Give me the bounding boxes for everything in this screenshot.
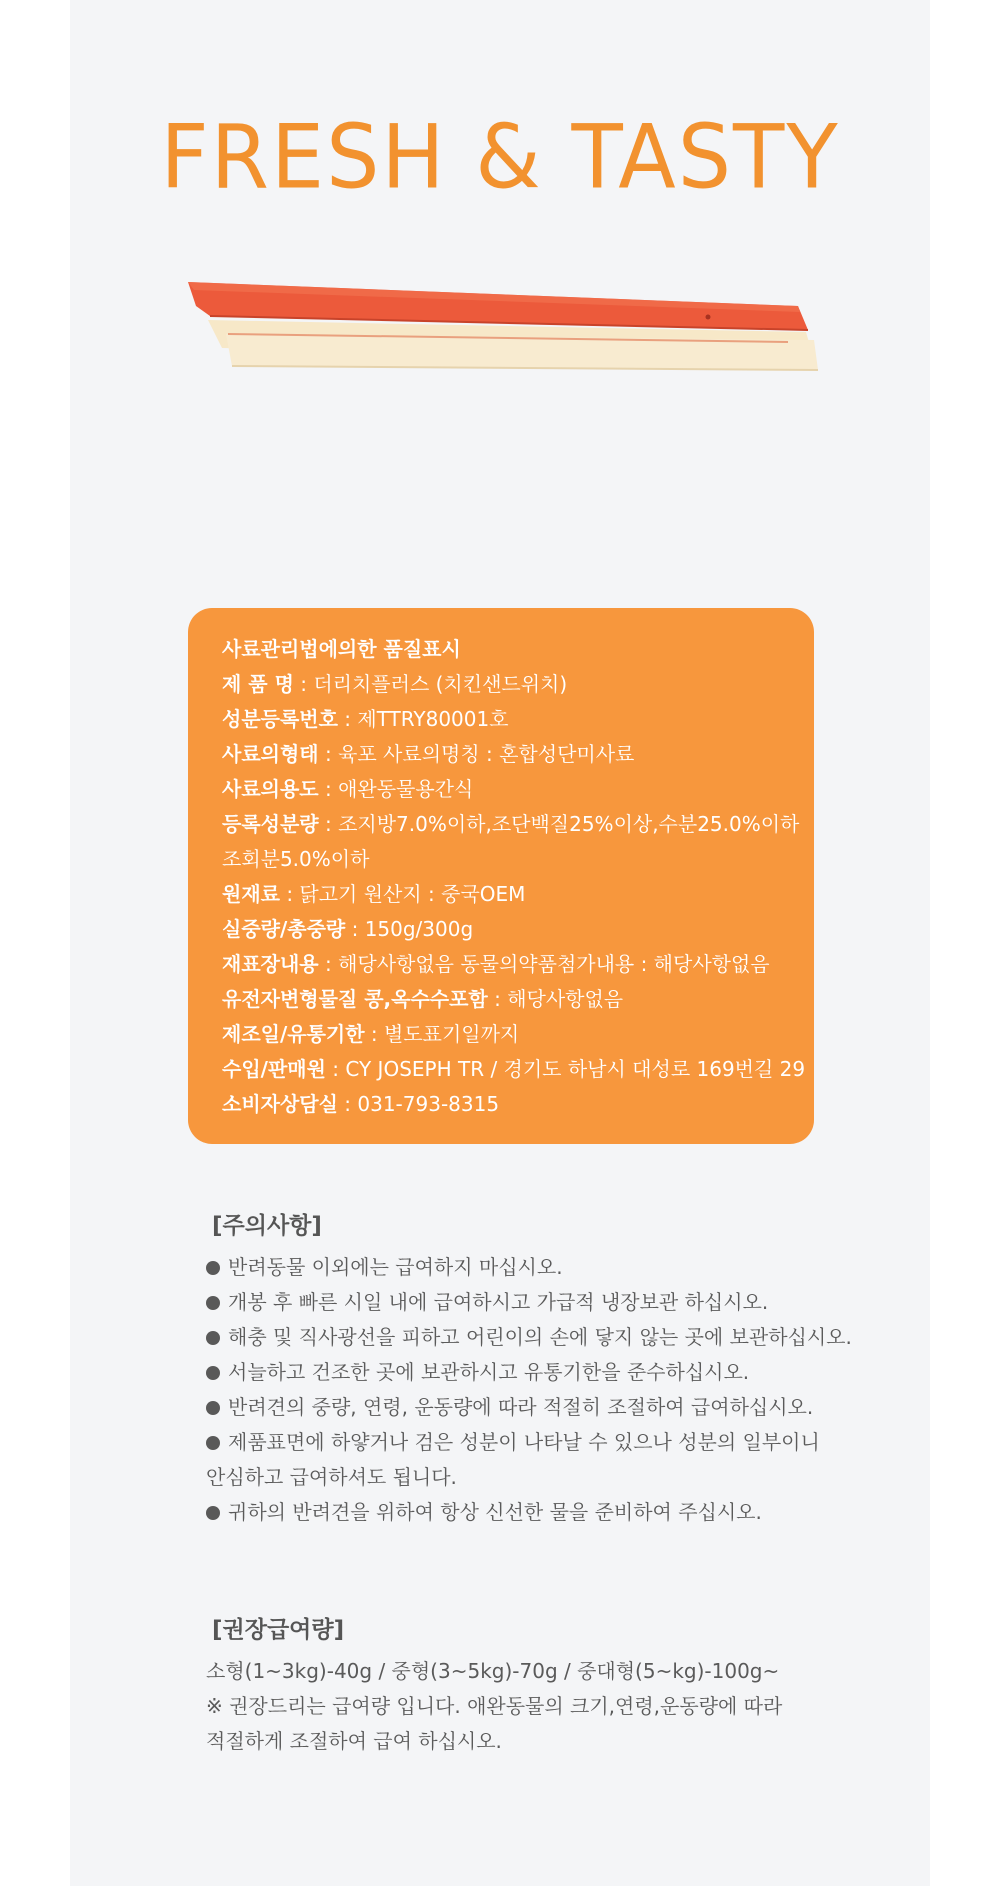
quality-info-title: 사료관리법에의한 품질표시 bbox=[222, 637, 461, 661]
quality-info-label: 수입/판매원 bbox=[222, 1057, 326, 1081]
quality-info-box bbox=[188, 608, 814, 1144]
bullet-icon bbox=[206, 1331, 220, 1345]
product-detail-page bbox=[70, 0, 930, 1886]
caution-text: 반려견의 중량, 연령, 운동량에 따라 적절히 조절하여 급여하십시오. bbox=[228, 1395, 814, 1419]
quality-info-value: : 해당사항없음 동물의약품첨가내용 : 해당사항없음 bbox=[318, 952, 770, 976]
caution-list bbox=[206, 1250, 886, 1530]
quality-info-row bbox=[222, 702, 780, 737]
quality-info-label: 원재료 bbox=[222, 882, 280, 906]
chicken-sandwich-stick-icon bbox=[188, 268, 828, 378]
caution-text: 반려동물 이외에는 급여하지 마십시오. bbox=[228, 1255, 563, 1279]
hero-title: FRESH & TASTY bbox=[160, 105, 840, 209]
quality-info-row bbox=[222, 982, 780, 1017]
caution-text: 귀하의 반려견을 위하여 항상 신선한 물을 준비하여 주십시오. bbox=[228, 1500, 762, 1524]
caution-item bbox=[206, 1250, 886, 1285]
stick-base-front bbox=[226, 334, 818, 370]
caution-heading: [주의사항] bbox=[212, 1213, 322, 1239]
quality-info-row bbox=[222, 772, 780, 807]
quality-info-value: : 제TTRY80001호 bbox=[337, 707, 509, 731]
quality-info-value: : 별도표기일까지 bbox=[364, 1022, 520, 1046]
quality-info-label: 제 품 명 bbox=[222, 672, 294, 696]
quality-info-row bbox=[222, 1017, 780, 1052]
quality-info-label: 소비자상담실 bbox=[222, 1092, 338, 1116]
quality-info-label: 사료의형태 bbox=[222, 742, 319, 766]
quality-info-row bbox=[222, 1052, 806, 1087]
feeding-amounts: 소형(1~3kg)-40g / 중형(3~5kg)-70g / 중대형(5~kg)-100g~ bbox=[206, 1659, 780, 1683]
caution-text: 해충 및 직사광선을 피하고 어린이의 손에 닿지 않는 곳에 보관하십시오. bbox=[228, 1325, 852, 1349]
caution-text: 개봉 후 빠른 시일 내에 급여하시고 가급적 냉장보관 하십시오. bbox=[228, 1290, 769, 1314]
quality-info-label: 재표장내용 bbox=[222, 952, 319, 976]
quality-info-value: : 031-793-8315 bbox=[337, 1092, 500, 1116]
quality-info-row bbox=[222, 1087, 780, 1122]
caution-item bbox=[206, 1355, 886, 1390]
quality-info-label: 제조일/유통기한 bbox=[222, 1022, 365, 1046]
quality-info-value: : CY JOSEPH TR / 경기도 하남시 대성로 169번길 29 bbox=[325, 1057, 806, 1081]
quality-info-row bbox=[222, 807, 800, 842]
quality-info-label: 성분등록번호 bbox=[222, 707, 338, 731]
caution-continuation: 안심하고 급여하셔도 됩니다. bbox=[206, 1465, 457, 1489]
bullet-icon bbox=[206, 1261, 220, 1275]
quality-info-value: : 닭고기 원산지 : 중국OEM bbox=[279, 882, 526, 906]
bullet-icon bbox=[206, 1366, 220, 1380]
quality-info-value: : 육포 사료의명칭 : 혼합성단미사료 bbox=[318, 742, 635, 766]
bullet-icon bbox=[206, 1436, 220, 1450]
quality-info-row bbox=[222, 877, 780, 912]
quality-info-row bbox=[222, 947, 780, 982]
bullet-icon bbox=[206, 1506, 220, 1520]
quality-info-row bbox=[222, 737, 780, 772]
quality-info-value: : 조지방7.0%이하,조단백질25%이상,수분25.0%이하 bbox=[318, 812, 800, 836]
bullet-icon bbox=[206, 1296, 220, 1310]
feeding-note-line-2: 적절하게 조절하여 급여 하십시오. bbox=[206, 1729, 502, 1753]
caution-item bbox=[206, 1320, 886, 1355]
caution-item bbox=[206, 1425, 886, 1460]
caution-text: 서늘하고 건조한 곳에 보관하시고 유통기한을 준수하십시오. bbox=[228, 1360, 750, 1384]
quality-info-value: : 150g/300g bbox=[345, 917, 474, 941]
feeding-note-line-1: ※ 권장드리는 급여량 입니다. 애완동물의 크기,연령,운동량에 따라 bbox=[206, 1694, 783, 1718]
quality-info-value: : 애완동물용간식 bbox=[318, 777, 474, 801]
caution-item bbox=[206, 1390, 886, 1425]
caution-section bbox=[206, 1208, 886, 1530]
quality-info-row bbox=[222, 842, 780, 877]
feeding-heading: [권장급여량] bbox=[212, 1617, 345, 1643]
quality-info-rows bbox=[222, 667, 806, 1122]
quality-info-label: 실중량/총중량 bbox=[222, 917, 346, 941]
quality-info-value: : 더리치플러스 (치킨샌드위치) bbox=[293, 672, 568, 696]
quality-info-label: 유전자변형물질 콩,옥수수포함 bbox=[222, 987, 488, 1011]
quality-info-value: 조회분5.0%이하 bbox=[222, 847, 370, 871]
quality-info-row bbox=[222, 912, 780, 947]
quality-info-row bbox=[222, 667, 780, 702]
caution-item bbox=[206, 1285, 886, 1320]
quality-info-label: 사료의용도 bbox=[222, 777, 319, 801]
quality-info-value: : 해당사항없음 bbox=[487, 987, 624, 1011]
quality-info-label: 등록성분량 bbox=[222, 812, 319, 836]
caution-item bbox=[206, 1495, 886, 1530]
caution-text: 제품표면에 하얗거나 검은 성분이 나타날 수 있으나 성분의 일부이니 bbox=[228, 1430, 820, 1454]
bullet-icon bbox=[206, 1401, 220, 1415]
feeding-section bbox=[206, 1612, 886, 1759]
